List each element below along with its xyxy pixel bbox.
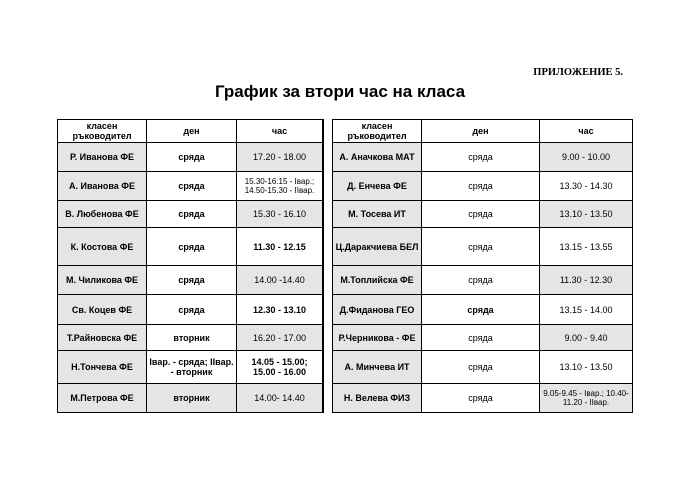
left-name-cell: Т.Райновска ФЕ xyxy=(58,325,147,351)
left-time-cell: 17.20 - 18.00 xyxy=(237,143,324,172)
right-name-cell: А. Минчева ИТ xyxy=(333,351,422,384)
table-row xyxy=(333,351,633,384)
right-time-cell: 11.30 - 12.30 xyxy=(540,266,633,295)
table-row xyxy=(58,295,324,325)
right-day-cell: сряда xyxy=(422,143,540,172)
left-name-cell: М. Чиликова ФЕ xyxy=(58,266,147,295)
left-time-cell: 11.30 - 12.15 xyxy=(237,228,324,266)
right-time-cell: 13.15 - 13.55 xyxy=(540,228,633,266)
right-name-cell: Д. Енчева ФЕ xyxy=(333,172,422,201)
right-name-cell: Д.Фиданова ГЕО xyxy=(333,295,422,325)
right-day-cell: сряда xyxy=(422,384,540,413)
left-name-cell: А. Иванова ФЕ xyxy=(58,172,147,201)
left-time-cell: 14.00- 14.40 xyxy=(237,384,324,413)
table-header-row xyxy=(58,120,324,143)
table-row xyxy=(58,351,324,384)
table-row xyxy=(333,201,633,228)
left-day-cell: сряда xyxy=(147,266,237,295)
header-day: ден xyxy=(147,120,237,143)
right-day-cell: сряда xyxy=(422,295,540,325)
left-time-cell: 16.20 - 17.00 xyxy=(237,325,324,351)
left-day-cell: сряда xyxy=(147,172,237,201)
header-teacher: класен ръководител xyxy=(333,120,422,143)
left-name-cell: Р. Иванова ФЕ xyxy=(58,143,147,172)
right-name-cell: А. Аначкова МАТ xyxy=(333,143,422,172)
table-row xyxy=(333,266,633,295)
left-day-cell: сряда xyxy=(147,201,237,228)
left-day-cell: сряда xyxy=(147,143,237,172)
right-time-cell: 9.00 - 9.40 xyxy=(540,325,633,351)
left-time-cell: 12.30 - 13.10 xyxy=(237,295,324,325)
table-row xyxy=(333,325,633,351)
left-time-cell: 15.30-16.15 - Iвар.; 14.50-15.30 - IIвар. xyxy=(237,172,324,201)
table-row xyxy=(58,266,324,295)
right-time-cell: 13.30 - 14.30 xyxy=(540,172,633,201)
right-name-cell: Р.Черникова - ФЕ xyxy=(333,325,422,351)
left-time-cell: 15.30 - 16.10 xyxy=(237,201,324,228)
right-time-cell: 13.15 - 14.00 xyxy=(540,295,633,325)
right-time-cell: 13.10 - 13.50 xyxy=(540,201,633,228)
left-day-cell: сряда xyxy=(147,295,237,325)
right-day-cell: сряда xyxy=(422,172,540,201)
right-name-cell: Н. Велева ФИЗ xyxy=(333,384,422,413)
header-teacher: класен ръководител xyxy=(58,120,147,143)
right-name-cell: М.Топлийска ФЕ xyxy=(333,266,422,295)
header-time: час xyxy=(237,120,324,143)
table-row xyxy=(58,201,324,228)
right-day-cell: сряда xyxy=(422,266,540,295)
appendix-label: ПРИЛОЖЕНИЕ 5. xyxy=(533,67,623,78)
table-row xyxy=(333,384,633,413)
right-day-cell: сряда xyxy=(422,201,540,228)
right-time-cell: 9.05-9.45 - Iвар.; 10.40-11.20 - IIвар. xyxy=(540,384,633,413)
right-day-cell: сряда xyxy=(422,351,540,384)
schedule-table-right xyxy=(332,119,633,413)
left-day-cell: сряда xyxy=(147,228,237,266)
right-time-cell: 13.10 - 13.50 xyxy=(540,351,633,384)
left-name-cell: М.Петрова ФЕ xyxy=(58,384,147,413)
header-day: ден xyxy=(422,120,540,143)
table-row xyxy=(58,228,324,266)
right-time-cell: 9.00 - 10.00 xyxy=(540,143,633,172)
table-row xyxy=(58,172,324,201)
page-title: График за втори час на класа xyxy=(214,82,466,101)
left-name-cell: Н.Тончева ФЕ xyxy=(58,351,147,384)
left-name-cell: Св. Коцев ФЕ xyxy=(58,295,147,325)
table-row xyxy=(333,295,633,325)
table-row xyxy=(58,384,324,413)
header-time: час xyxy=(540,120,633,143)
table-row xyxy=(333,228,633,266)
left-time-cell: 14.05 - 15.00; 15.00 - 16.00 xyxy=(237,351,324,384)
table-row xyxy=(333,143,633,172)
left-name-cell: К. Костова ФЕ xyxy=(58,228,147,266)
table-row xyxy=(58,325,324,351)
table-row xyxy=(58,143,324,172)
schedule-table-left xyxy=(57,119,324,413)
left-time-cell: 14.00 -14.40 xyxy=(237,266,324,295)
right-name-cell: Ц.Даракчиева БЕЛ xyxy=(333,228,422,266)
right-day-cell: сряда xyxy=(422,325,540,351)
left-name-cell: В. Любенова ФЕ xyxy=(58,201,147,228)
left-day-cell: Iвар. - сряда; IIвар. - вторник xyxy=(147,351,237,384)
left-day-cell: вторник xyxy=(147,325,237,351)
left-day-cell: вторник xyxy=(147,384,237,413)
right-name-cell: М. Тосева ИТ xyxy=(333,201,422,228)
table-row xyxy=(333,172,633,201)
table-header-row xyxy=(333,120,633,143)
right-day-cell: сряда xyxy=(422,228,540,266)
